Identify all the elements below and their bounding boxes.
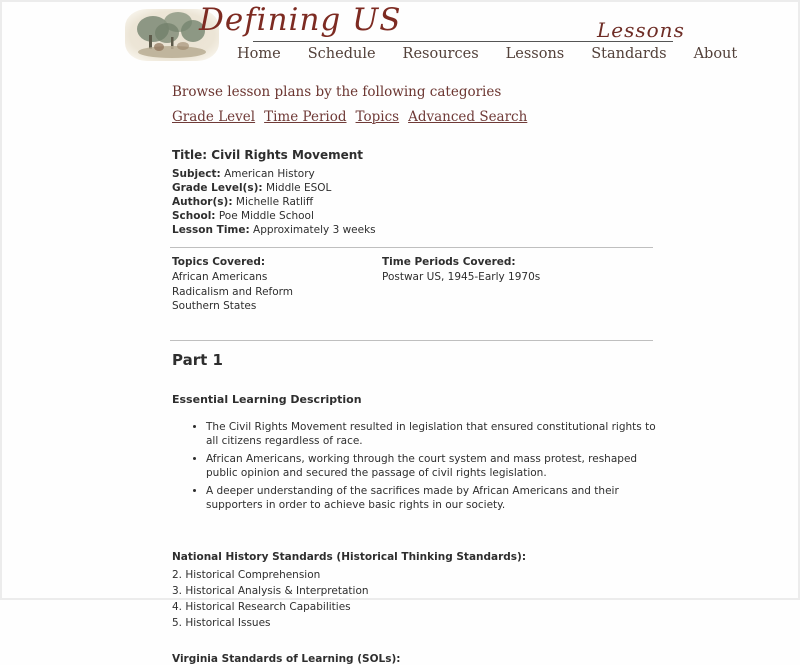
- browse-links: [172, 109, 527, 125]
- meta-subject: [172, 167, 654, 181]
- meta-school-label: School:: [172, 210, 216, 222]
- browse-heading: Browse lesson plans by the following categories: [172, 84, 502, 100]
- site-header: [0, 0, 800, 72]
- time-periods-column: [382, 256, 654, 314]
- essential-learning-heading: Essential Learning Description: [172, 392, 362, 406]
- topic-item: Radicalism and Reform: [172, 285, 294, 298]
- part1-heading: Part 1: [172, 350, 223, 369]
- national-standards-section: [172, 551, 654, 631]
- topics-covered-heading: Topics Covered:: [172, 256, 266, 268]
- time-periods-heading: Time Periods Covered:: [382, 256, 516, 268]
- national-standards-heading: National History Standards (Historical Thinking Standards):: [172, 550, 527, 563]
- topics-section: [172, 256, 654, 314]
- meta-authors-label: Author(s):: [172, 196, 233, 208]
- meta-lesson-time: [172, 223, 654, 237]
- main-nav: [237, 46, 737, 62]
- essential-learning-bullets: [172, 420, 654, 513]
- link-advanced-search[interactable]: Advanced Search: [408, 109, 528, 125]
- site-title: Defining US: [199, 2, 402, 38]
- meta-subject-value: American History: [224, 168, 315, 180]
- nav-item-about[interactable]: About: [693, 46, 738, 62]
- lesson-title-label: Title:: [172, 148, 208, 162]
- topic-item: African Americans: [172, 271, 268, 283]
- meta-grade-level: [172, 181, 654, 195]
- nav-item-schedule[interactable]: Schedule: [307, 46, 376, 62]
- nav-item-home[interactable]: Home: [237, 46, 281, 62]
- meta-authors-value: Michelle Ratliff: [235, 196, 314, 208]
- bullet-item: • African Americans, working through the court system and mass protest, reshaped public opinion and secured the passage of civil rights legislation.: [206, 452, 656, 481]
- meta-grade-level-label: Grade Level(s):: [172, 182, 263, 194]
- meta-subject-label: Subject:: [172, 168, 221, 180]
- bullet-item: • A deeper understanding of the sacrifices made by African Americans and their supporters in order to achieve basic rights in our society.: [206, 484, 656, 513]
- meta-grade-level-value: Middle ESOL: [265, 182, 332, 194]
- meta-lesson-time-value: Approximately 3 weeks: [253, 224, 376, 236]
- standard-item: 5. Historical Issues: [172, 616, 271, 629]
- topic-item: Southern States: [172, 300, 257, 312]
- standard-item: 3. Historical Analysis & Interpretation: [172, 584, 369, 597]
- topics-covered-column: [172, 256, 382, 314]
- standard-item: 4. Historical Research Capabilities: [172, 600, 351, 613]
- time-period-item: Postwar US, 1945-Early 1970s: [382, 271, 541, 283]
- link-topics[interactable]: Topics: [355, 109, 400, 125]
- divider-after-meta: [170, 247, 653, 248]
- meta-lesson-time-label: Lesson Time:: [172, 224, 250, 236]
- meta-school: [172, 209, 654, 223]
- link-time-period[interactable]: Time Period: [264, 109, 347, 125]
- lesson-content: [172, 148, 654, 665]
- meta-school-value: Poe Middle School: [218, 210, 314, 222]
- nav-item-resources[interactable]: Resources: [402, 46, 479, 62]
- nav-item-lessons[interactable]: Lessons: [505, 46, 565, 62]
- lesson-title-line: [172, 148, 654, 162]
- meta-authors: [172, 195, 654, 209]
- section-label-lessons: Lessons: [597, 18, 685, 42]
- link-grade-level[interactable]: Grade Level: [172, 109, 256, 125]
- standard-item: 2. Historical Comprehension: [172, 568, 321, 581]
- bullet-item: • The Civil Rights Movement resulted in legislation that ensured constitutional rights to all citizens regardless of race.: [206, 420, 656, 449]
- nav-item-standards[interactable]: Standards: [591, 46, 667, 62]
- virginia-standards-heading: Virginia Standards of Learning (SOLs):: [172, 652, 401, 665]
- divider-before-part1: [170, 340, 653, 341]
- lesson-title: Civil Rights Movement: [211, 148, 364, 162]
